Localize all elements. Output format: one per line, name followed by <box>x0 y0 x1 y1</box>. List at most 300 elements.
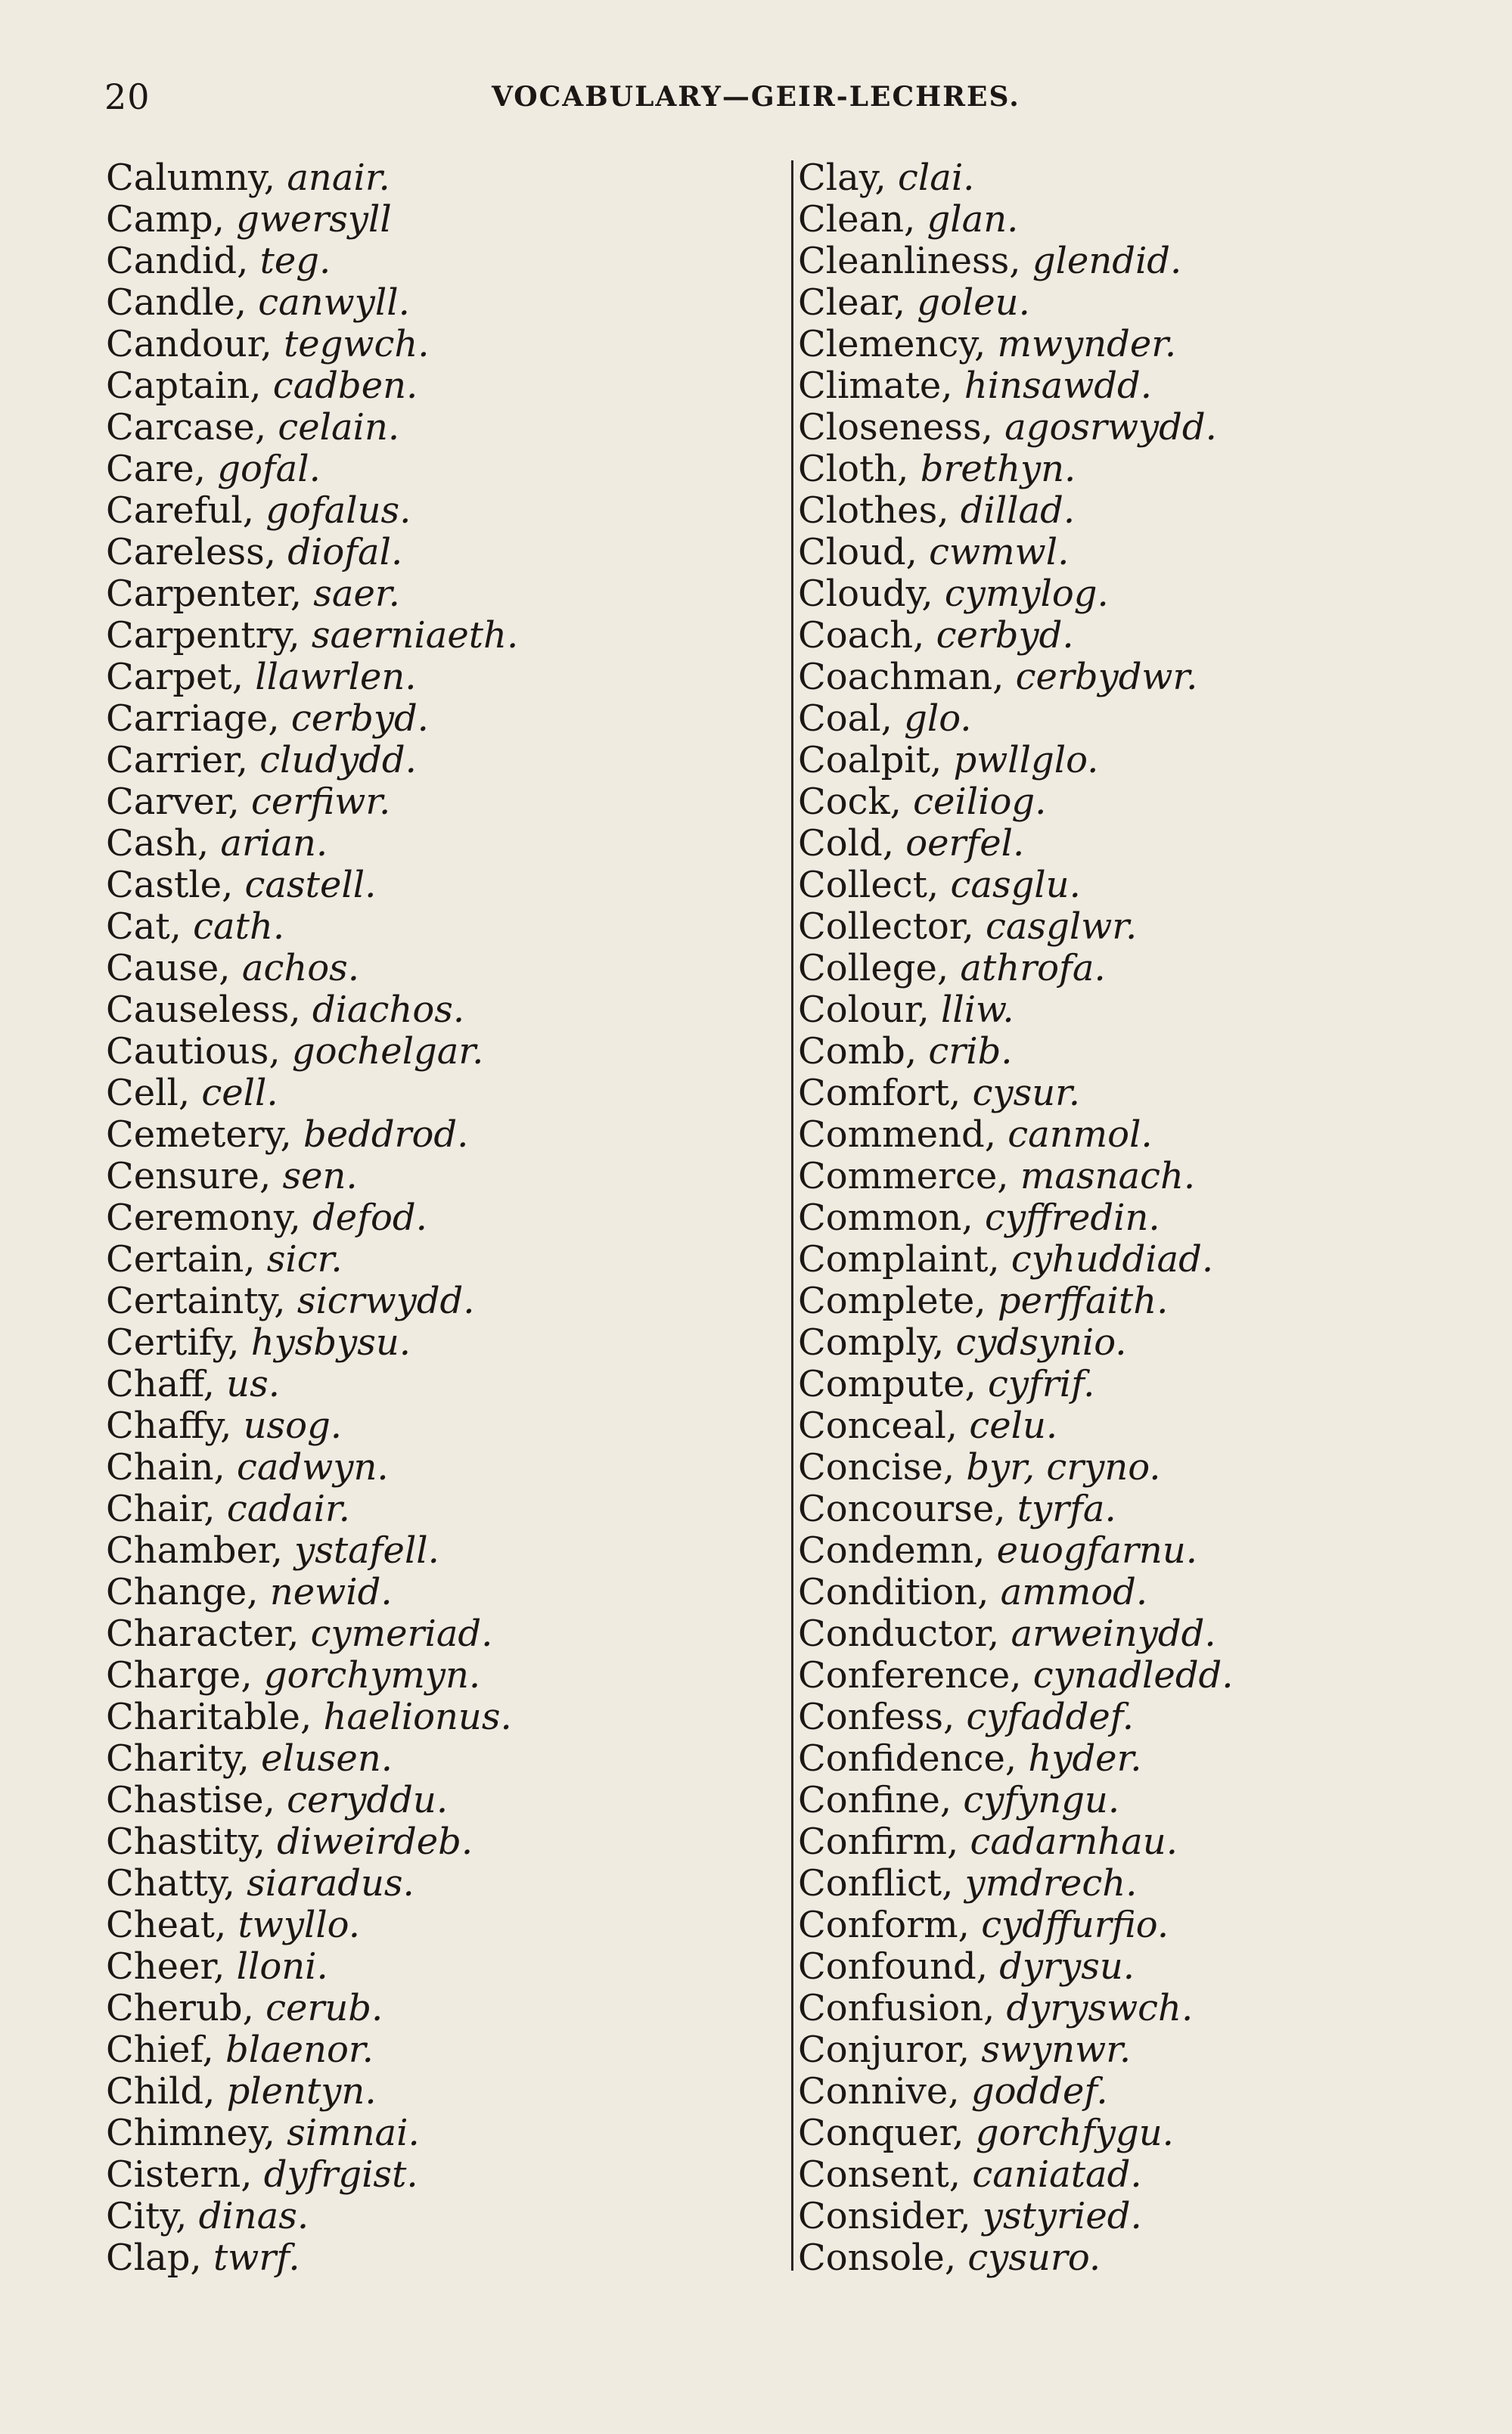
left-column <box>106 157 772 2279</box>
welsh-translation: pwllglo. <box>953 739 1099 781</box>
english-word: Candour, <box>106 323 272 365</box>
english-word: Change, <box>106 1571 259 1613</box>
vocabulary-entry <box>106 2154 772 2196</box>
english-word: Chastise, <box>106 1779 275 1821</box>
english-word: Carpenter, <box>106 573 302 615</box>
welsh-translation: glo. <box>904 697 972 740</box>
english-word: Clean, <box>798 198 916 241</box>
english-word: Carrier, <box>106 739 248 781</box>
english-word: Chastity, <box>106 1821 265 1863</box>
vocabulary-entry <box>798 1613 1479 1655</box>
welsh-translation: sicrwydd. <box>297 1280 475 1322</box>
welsh-translation: cysur. <box>972 1072 1081 1114</box>
vocabulary-entry <box>106 698 772 740</box>
welsh-translation: cerub. <box>265 1987 383 2029</box>
welsh-translation: newid. <box>269 1571 393 1613</box>
vocabulary-entry <box>106 2113 772 2154</box>
english-word: Concise, <box>798 1446 955 1489</box>
welsh-translation: cadair. <box>226 1488 350 1530</box>
english-word: Chain, <box>106 1446 225 1489</box>
welsh-translation: cerbyd. <box>290 697 429 740</box>
welsh-translation: castell. <box>244 864 377 906</box>
vocabulary-entry <box>798 1863 1479 1905</box>
english-word: Chief, <box>106 2029 214 2071</box>
vocabulary-entry <box>106 1322 772 1364</box>
english-word: Conquer, <box>798 2112 964 2154</box>
english-word: Character, <box>106 1613 300 1655</box>
vocabulary-entry <box>798 1197 1479 1239</box>
welsh-translation: masnach. <box>1020 1155 1196 1197</box>
running-head: VOCABULARY—GEIR-LECHRES. <box>492 81 1020 113</box>
english-word: Chimney, <box>106 2112 275 2154</box>
welsh-translation: lliw. <box>940 989 1014 1031</box>
welsh-translation: dyfrgist. <box>263 2153 418 2196</box>
english-word: Certain, <box>106 1238 256 1281</box>
english-word: Confine, <box>798 1779 952 1821</box>
vocabulary-entry <box>106 906 772 948</box>
welsh-translation: usog. <box>243 1405 343 1447</box>
english-word: Condemn, <box>798 1529 986 1572</box>
english-word: Chatty, <box>106 1862 235 1905</box>
english-word: Carver, <box>106 781 240 823</box>
column-divider <box>791 160 793 2271</box>
vocabulary-entry <box>798 1780 1479 1821</box>
vocabulary-entry <box>106 1405 772 1447</box>
vocabulary-entry <box>798 1239 1479 1281</box>
english-word: Consider, <box>798 2195 971 2237</box>
welsh-translation: defod. <box>312 1197 427 1239</box>
english-word: Chamber, <box>106 1529 283 1572</box>
vocabulary-entry <box>106 1031 772 1073</box>
vocabulary-entry <box>798 1988 1479 2029</box>
welsh-translation: hinsawdd. <box>964 365 1153 407</box>
english-word: Cell, <box>106 1072 191 1114</box>
page-number: 20 <box>104 76 151 117</box>
vocabulary-entry <box>106 490 772 532</box>
vocabulary-entry <box>106 1780 772 1821</box>
welsh-translation: caniatad. <box>972 2153 1142 2196</box>
english-word: Conjuror, <box>798 2029 970 2071</box>
welsh-translation: cerbyd. <box>936 614 1074 657</box>
english-word: Careless, <box>106 531 276 573</box>
welsh-translation: hysbysu. <box>250 1321 411 1364</box>
welsh-translation: diachos. <box>312 989 465 1031</box>
vocabulary-entry <box>106 1988 772 2029</box>
english-word: Common, <box>798 1197 973 1239</box>
welsh-translation: athrofa. <box>960 947 1106 989</box>
english-word: Care, <box>106 448 206 490</box>
english-word: Cloudy, <box>798 573 933 615</box>
welsh-translation: cyfrif. <box>988 1363 1095 1405</box>
welsh-translation: clai. <box>897 157 975 199</box>
english-word: Commerce, <box>798 1155 1009 1197</box>
english-word: City, <box>106 2195 188 2237</box>
vocabulary-entry <box>106 1905 772 1946</box>
welsh-translation: glendid. <box>1032 240 1182 282</box>
welsh-translation: dyryswch. <box>1006 1987 1194 2029</box>
english-word: Compute, <box>798 1363 976 1405</box>
welsh-translation: siaradus. <box>247 1862 414 1905</box>
welsh-translation: cynadledd. <box>1032 1654 1234 1697</box>
vocabulary-entry <box>798 2237 1479 2279</box>
english-word: Captain, <box>106 365 262 407</box>
english-word: Complaint, <box>798 1238 1000 1281</box>
vocabulary-entry <box>106 1114 772 1156</box>
welsh-translation: agosrwydd. <box>1004 406 1217 449</box>
vocabulary-entry <box>798 449 1479 490</box>
vocabulary-entry <box>106 1281 772 1322</box>
vocabulary-entry <box>798 490 1479 532</box>
english-word: Cause, <box>106 947 231 989</box>
welsh-translation: saer. <box>313 573 400 615</box>
welsh-translation: hyder. <box>1028 1737 1142 1780</box>
vocabulary-entry <box>798 865 1479 906</box>
vocabulary-entry <box>798 532 1479 573</box>
english-word: Cheat, <box>106 1904 227 1946</box>
welsh-translation: arweinydd. <box>1011 1613 1216 1655</box>
welsh-translation: oerfel. <box>905 822 1025 865</box>
welsh-translation: gofal. <box>217 448 321 490</box>
welsh-translation: blaenor. <box>225 2029 374 2071</box>
vocabulary-entry <box>798 2154 1479 2196</box>
english-word: Confidence, <box>798 1737 1017 1780</box>
vocabulary-entry <box>798 241 1479 282</box>
welsh-translation: cyfyngu. <box>963 1779 1120 1821</box>
vocabulary-entry <box>106 449 772 490</box>
vocabulary-entry <box>798 2029 1479 2071</box>
vocabulary-entry <box>106 948 772 989</box>
vocabulary-entry <box>798 2113 1479 2154</box>
vocabulary-entry <box>798 1821 1479 1863</box>
vocabulary-entry <box>106 324 772 365</box>
english-word: Cash, <box>106 822 210 865</box>
english-word: Cloud, <box>798 531 917 573</box>
english-word: Ceremony, <box>106 1197 301 1239</box>
english-word: Concourse, <box>798 1488 1006 1530</box>
english-word: Comfort, <box>798 1072 961 1114</box>
vocabulary-entry <box>798 1447 1479 1489</box>
vocabulary-entry <box>798 157 1479 199</box>
vocabulary-entry <box>798 2196 1479 2237</box>
english-word: Conform, <box>798 1904 970 1946</box>
english-word: Censure, <box>106 1155 272 1197</box>
english-word: Camp, <box>106 198 225 241</box>
vocabulary-entry <box>106 1447 772 1489</box>
welsh-translation: cadben. <box>272 365 418 407</box>
welsh-translation: cyffredin. <box>985 1197 1160 1239</box>
welsh-translation: casglu. <box>950 864 1081 906</box>
welsh-translation: byr, cryno. <box>966 1446 1161 1489</box>
vocabulary-entry <box>798 823 1479 865</box>
vocabulary-entry <box>106 157 772 199</box>
english-word: Coal, <box>798 697 893 740</box>
vocabulary-entry <box>798 948 1479 989</box>
english-word: Coach, <box>798 614 925 657</box>
english-word: College, <box>798 947 949 989</box>
english-word: Confirm, <box>798 1821 959 1863</box>
vocabulary-entry <box>106 2029 772 2071</box>
welsh-translation: glan. <box>927 198 1019 241</box>
welsh-translation: gorchfygu. <box>975 2112 1174 2154</box>
english-word: Confusion, <box>798 1987 995 2029</box>
vocabulary-entry <box>106 2071 772 2113</box>
vocabulary-entry <box>798 989 1479 1031</box>
english-word: Clemency, <box>798 323 986 365</box>
welsh-translation: mwynder. <box>997 323 1177 365</box>
welsh-translation: teg. <box>259 240 331 282</box>
vocabulary-entry <box>798 1405 1479 1447</box>
welsh-translation: beddrod. <box>303 1113 469 1156</box>
english-word: Cleanliness, <box>798 240 1021 282</box>
vocabulary-entry <box>798 1156 1479 1197</box>
english-word: Cloth, <box>798 448 909 490</box>
welsh-translation: diweirdeb. <box>277 1821 473 1863</box>
vocabulary-entry <box>106 1572 772 1613</box>
welsh-translation: cell. <box>201 1072 278 1114</box>
vocabulary-entry <box>798 1322 1479 1364</box>
english-word: Collect, <box>798 864 939 906</box>
welsh-translation: gwersyll <box>236 198 392 241</box>
english-word: Cherub, <box>106 1987 254 2029</box>
vocabulary-entry <box>106 282 772 324</box>
welsh-translation: canwyll. <box>258 281 410 324</box>
vocabulary-entry <box>106 1613 772 1655</box>
vocabulary-entry <box>798 365 1479 407</box>
english-word: Charge, <box>106 1654 253 1697</box>
welsh-translation: dillad. <box>960 489 1076 532</box>
english-word: Cock, <box>798 781 902 823</box>
english-word: Carpentry, <box>106 614 300 657</box>
english-word: Conference, <box>798 1654 1022 1697</box>
welsh-translation: cysuro. <box>967 2237 1101 2279</box>
english-word: Coalpit, <box>798 739 942 781</box>
welsh-translation: crib. <box>928 1030 1013 1073</box>
welsh-translation: cadwyn. <box>237 1446 389 1489</box>
english-word: Closeness, <box>798 406 993 449</box>
vocabulary-entry <box>106 823 772 865</box>
welsh-translation: elusen. <box>261 1737 393 1780</box>
english-word: Coachman, <box>798 656 1004 698</box>
vocabulary-entry <box>106 657 772 698</box>
english-word: Cautious, <box>106 1030 281 1073</box>
vocabulary-entry <box>798 573 1479 615</box>
vocabulary-entry <box>798 1738 1479 1780</box>
vocabulary-entry <box>106 781 772 823</box>
vocabulary-entry <box>106 1156 772 1197</box>
welsh-translation: cwmwl. <box>929 531 1070 573</box>
welsh-translation: tyrfa. <box>1017 1488 1116 1530</box>
welsh-translation: ceryddu. <box>287 1779 449 1821</box>
vocabulary-entry <box>798 1364 1479 1405</box>
english-word: Carpet, <box>106 656 244 698</box>
vocabulary-entry <box>106 1197 772 1239</box>
english-word: Charitable, <box>106 1696 312 1738</box>
welsh-translation: sen. <box>282 1155 358 1197</box>
vocabulary-entry <box>106 1738 772 1780</box>
welsh-translation: celain. <box>278 406 400 449</box>
vocabulary-entry <box>106 2196 772 2237</box>
vocabulary-entry <box>798 615 1479 657</box>
welsh-translation: swynwr. <box>981 2029 1132 2071</box>
welsh-translation: cydffurfio. <box>981 1904 1169 1946</box>
english-word: Comb, <box>798 1030 917 1073</box>
vocabulary-entry <box>106 1821 772 1863</box>
english-word: Consent, <box>798 2153 961 2196</box>
english-word: Conceal, <box>798 1405 958 1447</box>
english-word: Complete, <box>798 1280 986 1322</box>
english-word: Certainty, <box>106 1280 286 1322</box>
vocabulary-entry <box>798 282 1479 324</box>
english-word: Commend, <box>798 1113 996 1156</box>
vocabulary-entry <box>798 1572 1479 1613</box>
english-word: Clap, <box>106 2237 202 2279</box>
welsh-translation: arian. <box>220 822 328 865</box>
vocabulary-entry <box>798 1530 1479 1572</box>
english-word: Careful, <box>106 489 254 532</box>
welsh-translation: goddef. <box>970 2070 1108 2113</box>
welsh-translation: cludydd. <box>259 739 417 781</box>
vocabulary-entry <box>798 1031 1479 1073</box>
welsh-translation: cath. <box>193 905 285 948</box>
vocabulary-entry <box>798 1946 1479 1988</box>
english-word: Cold, <box>798 822 894 865</box>
vocabulary-entry <box>798 657 1479 698</box>
vocabulary-entry <box>106 1697 772 1738</box>
vocabulary-entry <box>798 1073 1479 1114</box>
vocabulary-entry <box>798 324 1479 365</box>
english-word: Connive, <box>798 2070 960 2113</box>
english-word: Colour, <box>798 989 930 1031</box>
vocabulary-entry <box>798 407 1479 449</box>
english-word: Chair, <box>106 1488 216 1530</box>
english-word: Candid, <box>106 240 249 282</box>
vocabulary-entry <box>798 1655 1479 1697</box>
vocabulary-entry <box>798 906 1479 948</box>
english-word: Chaff, <box>106 1363 215 1405</box>
vocabulary-entry <box>106 1489 772 1530</box>
welsh-translation: ceiliog. <box>913 781 1047 823</box>
english-word: Climate, <box>798 365 953 407</box>
welsh-translation: cymeriad. <box>310 1613 493 1655</box>
vocabulary-entry <box>106 1946 772 1988</box>
vocabulary-entry <box>106 241 772 282</box>
welsh-translation: gochelgar. <box>291 1030 484 1073</box>
vocabulary-entry <box>106 1364 772 1405</box>
welsh-translation: cyfaddef. <box>966 1696 1135 1738</box>
welsh-translation: ystyried. <box>982 2195 1142 2237</box>
welsh-translation: anair. <box>287 157 390 199</box>
vocabulary-entry <box>106 573 772 615</box>
vocabulary-entry <box>106 407 772 449</box>
welsh-translation: ammod. <box>1000 1571 1148 1613</box>
english-word: Console, <box>798 2237 957 2279</box>
vocabulary-entry <box>106 1239 772 1281</box>
right-column <box>798 157 1479 2279</box>
welsh-translation: brethyn. <box>920 448 1076 490</box>
welsh-translation: casglwr. <box>986 905 1138 948</box>
vocabulary-entry <box>798 1489 1479 1530</box>
vocabulary-entry <box>106 989 772 1031</box>
welsh-translation: twyllo. <box>238 1904 360 1946</box>
welsh-translation: cadarnhau. <box>970 1821 1178 1863</box>
welsh-translation: diofal. <box>287 531 403 573</box>
english-word: Clothes, <box>798 489 949 532</box>
vocabulary-entry <box>798 199 1479 241</box>
vocabulary-entry <box>106 615 772 657</box>
english-word: Condition, <box>798 1571 989 1613</box>
welsh-translation: lloni. <box>236 1945 328 1988</box>
welsh-translation: llawrlen. <box>255 656 417 698</box>
english-word: Comply, <box>798 1321 945 1364</box>
welsh-translation: ymdrech. <box>964 1862 1138 1905</box>
welsh-translation: gorchymyn. <box>263 1654 481 1697</box>
welsh-translation: euogfarnu. <box>996 1529 1197 1572</box>
welsh-translation: achos. <box>241 947 360 989</box>
vocabulary-entry <box>798 1697 1479 1738</box>
vocabulary-entry <box>106 1863 772 1905</box>
english-word: Clear, <box>798 281 906 324</box>
english-word: Cemetery, <box>106 1113 292 1156</box>
welsh-translation: cydsynio. <box>955 1321 1127 1364</box>
vocabulary-entry <box>106 2237 772 2279</box>
english-word: Causeless, <box>106 989 301 1031</box>
welsh-translation: sicr. <box>266 1238 343 1281</box>
vocabulary-entry <box>798 781 1479 823</box>
welsh-translation: haelionus. <box>323 1696 512 1738</box>
vocabulary-entry <box>106 532 772 573</box>
english-word: Conflict, <box>798 1862 954 1905</box>
welsh-translation: celu. <box>969 1405 1058 1447</box>
welsh-translation: twrf. <box>213 2237 300 2279</box>
vocabulary-entry <box>798 1905 1479 1946</box>
english-word: Carcase, <box>106 406 267 449</box>
welsh-translation: ystafell. <box>294 1529 439 1572</box>
english-word: Certify, <box>106 1321 240 1364</box>
vocabulary-entry <box>106 1530 772 1572</box>
welsh-translation: perffaith. <box>997 1280 1169 1322</box>
welsh-translation: us. <box>226 1363 280 1405</box>
welsh-translation: cerbydwr. <box>1015 656 1198 698</box>
english-word: Cat, <box>106 905 182 948</box>
vocabulary-entry <box>106 365 772 407</box>
vocabulary-entry <box>106 1073 772 1114</box>
vocabulary-entry <box>106 1655 772 1697</box>
welsh-translation: plentyn. <box>226 2070 377 2113</box>
english-word: Charity, <box>106 1737 250 1780</box>
english-word: Castle, <box>106 864 234 906</box>
english-word: Calumny, <box>106 157 276 199</box>
welsh-translation: cerfiwr. <box>251 781 391 823</box>
welsh-translation: canmol. <box>1007 1113 1153 1156</box>
vocabulary-entry <box>798 740 1479 781</box>
welsh-translation: tegwch. <box>284 323 430 365</box>
welsh-translation: gofalus. <box>265 489 411 532</box>
welsh-translation: simnai. <box>287 2112 420 2154</box>
english-word: Clay, <box>798 157 886 199</box>
vocabulary-entry <box>798 1114 1479 1156</box>
vocabulary-entry <box>798 698 1479 740</box>
welsh-translation: cymylog. <box>944 573 1109 615</box>
welsh-translation: dinas. <box>198 2195 309 2237</box>
english-word: Conductor, <box>798 1613 1000 1655</box>
welsh-translation: saerniaeth. <box>311 614 519 657</box>
english-word: Cheer, <box>106 1945 225 1988</box>
welsh-translation: goleu. <box>917 281 1030 324</box>
vocabulary-entry <box>106 865 772 906</box>
english-word: Chaffy, <box>106 1405 232 1447</box>
vocabulary-entry <box>798 2071 1479 2113</box>
welsh-translation: dyrysu. <box>999 1945 1135 1988</box>
